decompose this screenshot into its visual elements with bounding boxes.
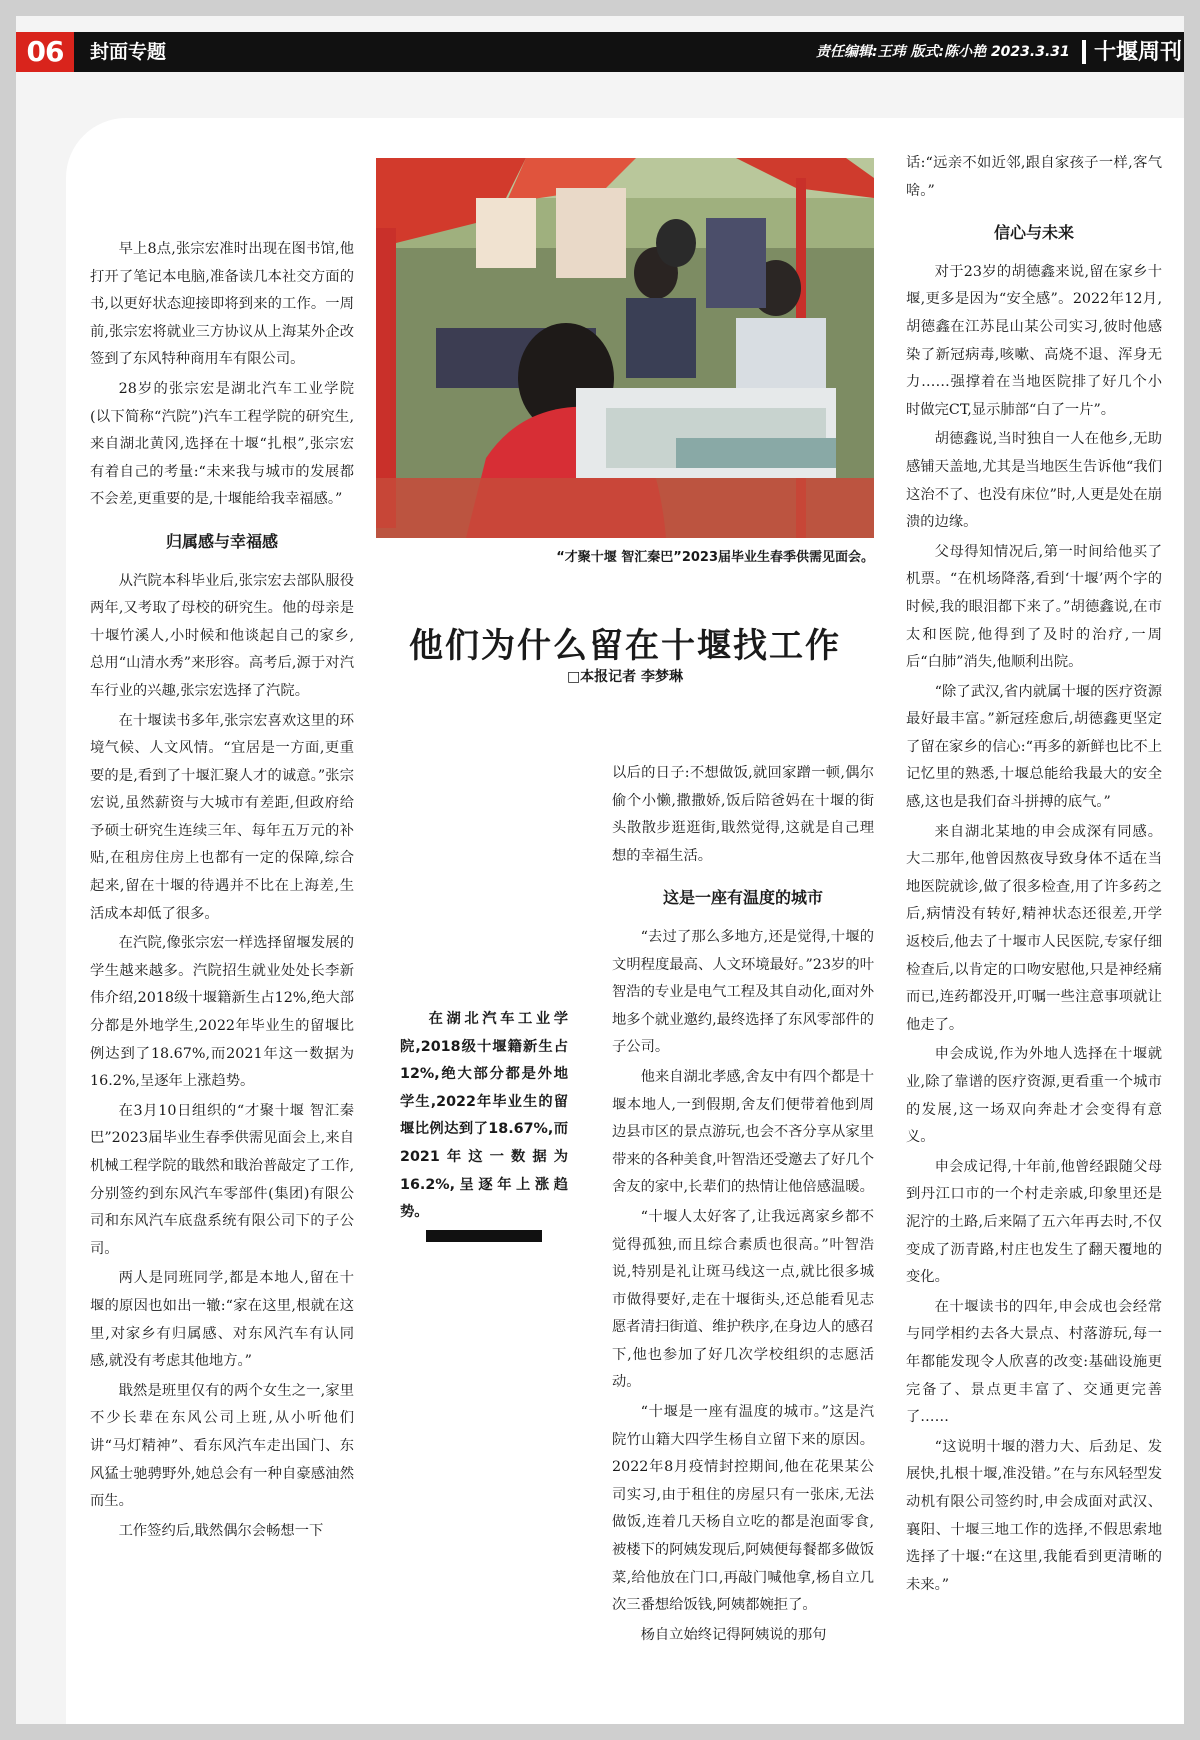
subheading: 这是一座有温度的城市 [662,888,823,908]
paragraph: 从汽院本科毕业后,张宗宏去部队服役两年,又考取了母校的研究生。他的母亲是十堰竹溪人,小时候和他谈起自己的家乡,总用“山清水秀”来形容。高考后,源于对汽车行业的兴趣,张宗宏选择了汽院。 [90,572,354,699]
paragraph: “去过了那么多地方,还是觉得,十堰的文明程度最高、人文环境最好。”23岁的叶智浩的专业是电气工程及其自动化,面对外地多个就业邀约,最终选择了东风零部件的子公司。 [612,928,874,1056]
subheading: 信心与未来 [993,223,1074,243]
paragraph: 28岁的张宗宏是湖北汽车工业学院(以下简称“汽院”)汽车工程学院的研究生,来自湖北黄冈,选择在十堰“扎根”,张宗宏有着自己的考量:“未来我与城市的发展都不会差,更重要的是,十堰能给我幸福感。” [90,380,354,508]
paragraph: 在十堰读书的四年,申会成也会经常与同学相约去各大景点、村落游玩,每一年都能发现令人欣喜的改变:基础设施更完备了、景点更丰富了、交通更完善了…… [906,1298,1162,1426]
article-byline: □本报记者 李梦琳 [566,669,684,685]
paragraph: 在汽院,像张宗宏一样选择留堰发展的学生越来越多。汽院招生就业处处长李新伟介绍,2018级十堰籍新生占12%,绝大部分都是外地学生,2022年毕业生的留堰比例达到了18.67%,而2021年这一数据为16.2%,呈逐年上涨趋势。 [90,935,354,1090]
paragraph: 两人是同班同学,都是本地人,留在十堰的原因也如出一辙:“家在这里,根就在这里,对家乡有归属感、对东风汽车有认同感,就没有考虑其他地方。” [90,1270,354,1370]
paragraph: “十堰人太好客了,让我远离家乡都不觉得孤独,而且综合素质也很高。”叶智浩说,特别是礼让斑马线这一点,就比很多城市做得要好,走在十堰街头,还总能看见志愿者清扫街道、维护秩序,在身边人的感召下,他也参加了好几次学校组织的志愿活动。 [612,1208,874,1391]
page-number: 06 [16,32,74,72]
paragraph: 戢然是班里仅有的两个女生之一,家里不少长辈在东风公司上班,从小听他们讲“马灯精神”、看东风汽车走出国门、东风猛士驰骋野外,她总会有一种自豪感油然而生。 [90,1382,354,1510]
job-fair-photo [376,158,874,538]
section-title: 封面专题 [90,41,167,63]
job-fair-photo-illustration [376,158,874,538]
paragraph: “十堰是一座有温度的城市。”这是汽院竹山籍大四学生杨自立留下来的原因。2022年8月疫情封控期间,他在花果某公司实习,由于租住的房屋只有一张床,无法做饭,连着几天杨自立吃的都是泡面零食,被楼下的阿姨发现后,阿姨便每餐都多做饭菜,给他放在门口,再敲门喊他拿,杨自立几次三番想给饭钱,阿姨都婉拒了。 [612,1404,874,1614]
pull-quote [400,1006,568,1227]
paragraph: 话:“远亲不如近邻,跟自家孩子一样,客气啥。” [906,155,1162,199]
article-column-2 [612,760,874,1651]
article-headline: 他们为什么留在十堰找工作 [409,626,841,666]
subheading: 归属感与幸福感 [165,531,278,551]
masthead-divider [1082,40,1086,64]
paragraph: 他来自湖北孝感,舍友中有四个都是十堰本地人,一到假期,舍友们便带着他到周边县市区的景点游玩,也会不吝分享从家里带来的各种美食,叶智浩还受邀去了好几个舍友的家中,长辈们的热情让他倍感温暖。 [612,1068,874,1196]
paragraph: 在十堰读书多年,张宗宏喜欢这里的环境气候、人文风情。“宜居是一方面,更重要的是,看到了十堰汇聚人才的诚意。”张宗宏说,虽然薪资与大城市有差距,但政府给予硕士研究生连续三年、每年五万元的补贴,在租房住房上也都有一定的保障,综合起来,留在十堰的待遇并不比在上海差,生活成本却低了很多。 [90,712,354,922]
page-header [16,32,1184,72]
editor-credits: 责任编辑:王玮 版式:陈小艳 2023.3.31 [816,44,1070,60]
publication-name: 十堰周刊 [1094,39,1183,65]
pull-quote-text: 在湖北汽车工业学院,2018级十堰籍新生占12%,绝大部分都是外地学生,2022年毕业生的留堰比例达到了18.67%,而2021年这一数据为16.2%,呈逐年上涨趋势。 [400,1011,568,1221]
paragraph: “除了武汉,省内就属十堰的医疗资源最好最丰富。”新冠痊愈后,胡德鑫更坚定了留在家乡的信心:“再多的新鲜也比不上记忆里的熟悉,十堰总能给我最大的安全感,这也是我们奋斗拼搏的底气。” [906,683,1162,811]
photo-caption: “才聚十堰 智汇秦巴”2023届毕业生春季供需见面会。 [556,550,874,565]
paragraph: 父母得知情况后,第一时间给他买了机票。“在机场降落,看到‘十堰’两个字的时候,我的眼泪都下来了。”胡德鑫说,在市太和医院,他得到了及时的治疗,一周后“白肺”消失,他顺利出院。 [906,543,1162,671]
paragraph: 来自湖北某地的申会成深有同感。大二那年,他曾因熬夜导致身体不适在当地医院就诊,做了很多检查,用了许多药之后,病情没有转好,精神状态还很差,开学返校后,他去了十堰市人民医院,专家仔细检查后,以肯定的口吻安慰他,只是神经痛而已,连药都没开,叮嘱一些注意事项就让他走了。 [906,823,1162,1033]
paragraph: 对于23岁的胡德鑫来说,留在家乡十堰,更多是因为“安全感”。2022年12月,胡德鑫在江苏昆山某公司实习,彼时他感染了新冠病毒,咳嗽、高烧不退、浑身无力……强撑着在当地医院排了好几个小时做完CT,显示肺部“白了一片”。 [906,263,1162,418]
paragraph: 早上8点,张宗宏准时出现在图书馆,他打开了笔记本电脑,准备读几本社交方面的书,以更好状态迎接即将到来的工作。一周前,张宗宏将就业三方协议从上海某外企改签到了东风特种商用车有限公司。 [90,241,354,368]
article-column-1 [90,236,354,1547]
paragraph: “这说明十堰的潜力大、后劲足、发展快,扎根十堰,准没错。”在与东风轻型发动机有限公司签约时,申会成面对武汉、襄阳、十堰三地工作的选择,不假思索地选择了十堰:“在这里,我能看到更清晰的未来。” [906,1438,1162,1593]
paragraph: 以后的日子:不想做饭,就回家蹭一顿,偶尔偷个小懒,撒撒娇,饭后陪爸妈在十堰的街头散散步逛逛街,戢然觉得,这就是自己理想的幸福生活。 [612,765,874,864]
paragraph: 胡德鑫说,当时独自一人在他乡,无助感铺天盖地,尤其是当地医生告诉他“我们这治不了、也没有床位”时,人更是处在崩溃的边缘。 [906,431,1162,531]
paragraph: 杨自立始终记得阿姨说的那句 [640,1626,827,1643]
paragraph: 工作签约后,戢然偶尔会畅想一下 [118,1522,324,1539]
pull-quote-bar [426,1230,542,1242]
paragraph: 在3月10日组织的“才聚十堰 智汇秦巴”2023届毕业生春季供需见面会上,来自机械工程学院的戢然和戢治普敲定了工作,分别签约到东风汽车零部件(集团)有限公司和东风汽车底盘系统有限公司下的子公司。 [90,1102,354,1257]
paragraph: 申会成记得,十年前,他曾经跟随父母到丹江口市的一个村走亲戚,印象里还是泥泞的土路,后来隔了五六年再去时,不仅变成了沥青路,村庄也发生了翻天覆地的变化。 [906,1158,1162,1286]
paragraph: 申会成说,作为外地人选择在十堰就业,除了靠谱的医疗资源,更看重一个城市的发展,这一场双向奔赴才会变得有意义。 [906,1046,1162,1146]
article-column-3 [906,150,1162,1601]
